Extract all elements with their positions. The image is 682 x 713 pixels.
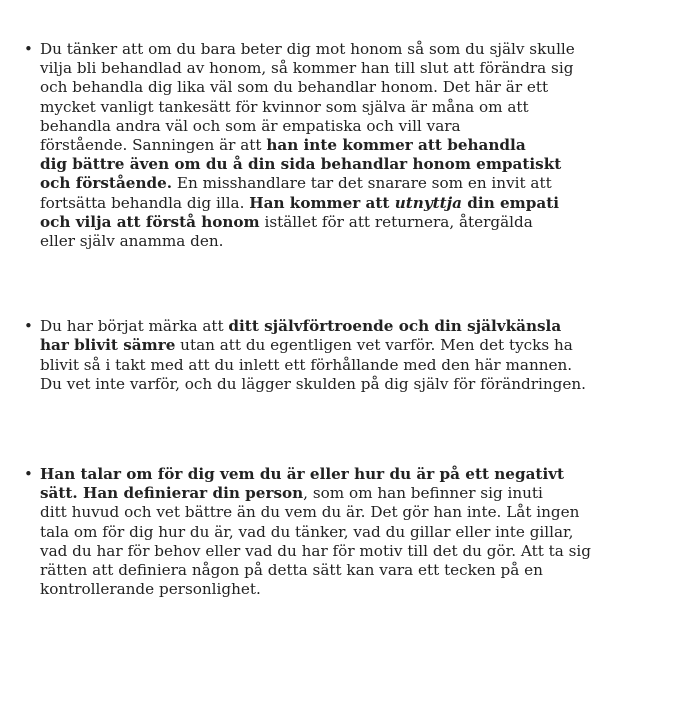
emphasis-text: utnyttja [394,193,463,212]
text-line [40,98,650,117]
body-text: Du vet inte varför, och du lägger skulden på dig själv för förändringen. [40,374,586,393]
bullet-item-2 [0,317,650,394]
body-text: utan att du egentligen vet varför. Men det tycks ha [175,336,573,355]
text-line [40,580,650,599]
text-line [40,78,650,97]
text-line [40,375,650,394]
bold-text: han inte kommer att behandla [266,136,526,155]
body-text: En misshandlare tar det snarare som en invit att [172,174,552,193]
text-line [40,336,650,355]
text-line [40,542,650,561]
body-text: vilja bli behandlad av honom, så kommer han till slut att förändra sig [40,59,574,78]
text-line [40,503,650,522]
text-line [40,174,650,193]
paragraph [40,465,650,599]
bold-text: Han talar om för dig vem du är eller hur du är på ett negativt [40,465,565,484]
bold-text: Han kommer att [249,193,395,212]
text-line [40,356,650,375]
text-line [40,194,650,213]
body-text: istället för att returnera, återgälda [259,212,533,231]
body-text: tala om för dig hur du är, vad du tänker, vad du gillar eller inte gillar, [40,522,574,541]
text-line [40,213,650,232]
bold-text: sätt. Han definierar din person [40,484,304,503]
body-text: mycket vanligt tankesätt för kvinnor som själva är måna om att [40,97,529,116]
paragraph [40,317,650,394]
bold-text: och vilja att förstå honom [40,212,260,231]
bullet-list [0,40,682,599]
text-line [40,317,650,336]
text-line [40,561,650,580]
body-text: fortsätta behandla dig illa. [40,193,250,212]
bullet-point-icon: • [24,40,33,58]
body-text: , som om han befinner sig inuti [303,484,543,503]
text-line [40,136,650,155]
body-text: blivit så i takt med att du inlett ett förhållande med den här mannen. [40,355,573,374]
bold-text: och förstående. [40,174,173,193]
body-text: eller själv anamma den. [40,232,224,251]
bold-text: har blivit sämre [40,336,176,355]
bold-text: ditt självförtroende och din självkänsla [228,317,562,336]
text-line [40,523,650,542]
bullet-point-icon: • [24,465,33,484]
body-text: Du tänker att om du bara beter dig mot honom så som du själv skulle [40,40,575,58]
bold-text: dig bättre även om du å din sida behandlar honom empatiskt [40,155,562,174]
text-line [40,484,650,503]
body-text: behandla andra väl och som är empatiska och vill vara [40,116,461,135]
body-text: kontrollerande personlighet. [40,580,261,599]
bullet-item-1 [0,40,650,251]
document-body [0,40,682,599]
text-line [40,59,650,78]
paragraph [40,40,650,251]
body-text: och behandla dig lika väl som du behandlar honom. Det här är ett [40,78,549,97]
body-text: rätten att definiera någon på detta sätt kan vara ett tecken på en [40,561,543,580]
bullet-item-3 [0,465,650,599]
bullet-point-icon: • [24,317,33,336]
body-text: Du har börjat märka att [40,317,229,336]
text-line [40,232,650,251]
text-line [40,465,650,484]
body-text: ditt huvud och vet bättre än du vem du är. Det gör han inte. Låt ingen [40,503,580,522]
text-line [40,40,650,59]
body-text: vad du har för behov eller vad du har för motiv till det du gör. Att ta sig [40,541,591,560]
body-text: förstående. Sanningen är att [40,136,267,155]
text-line [40,155,650,174]
text-line [40,117,650,136]
bold-text: din empati [462,193,559,212]
